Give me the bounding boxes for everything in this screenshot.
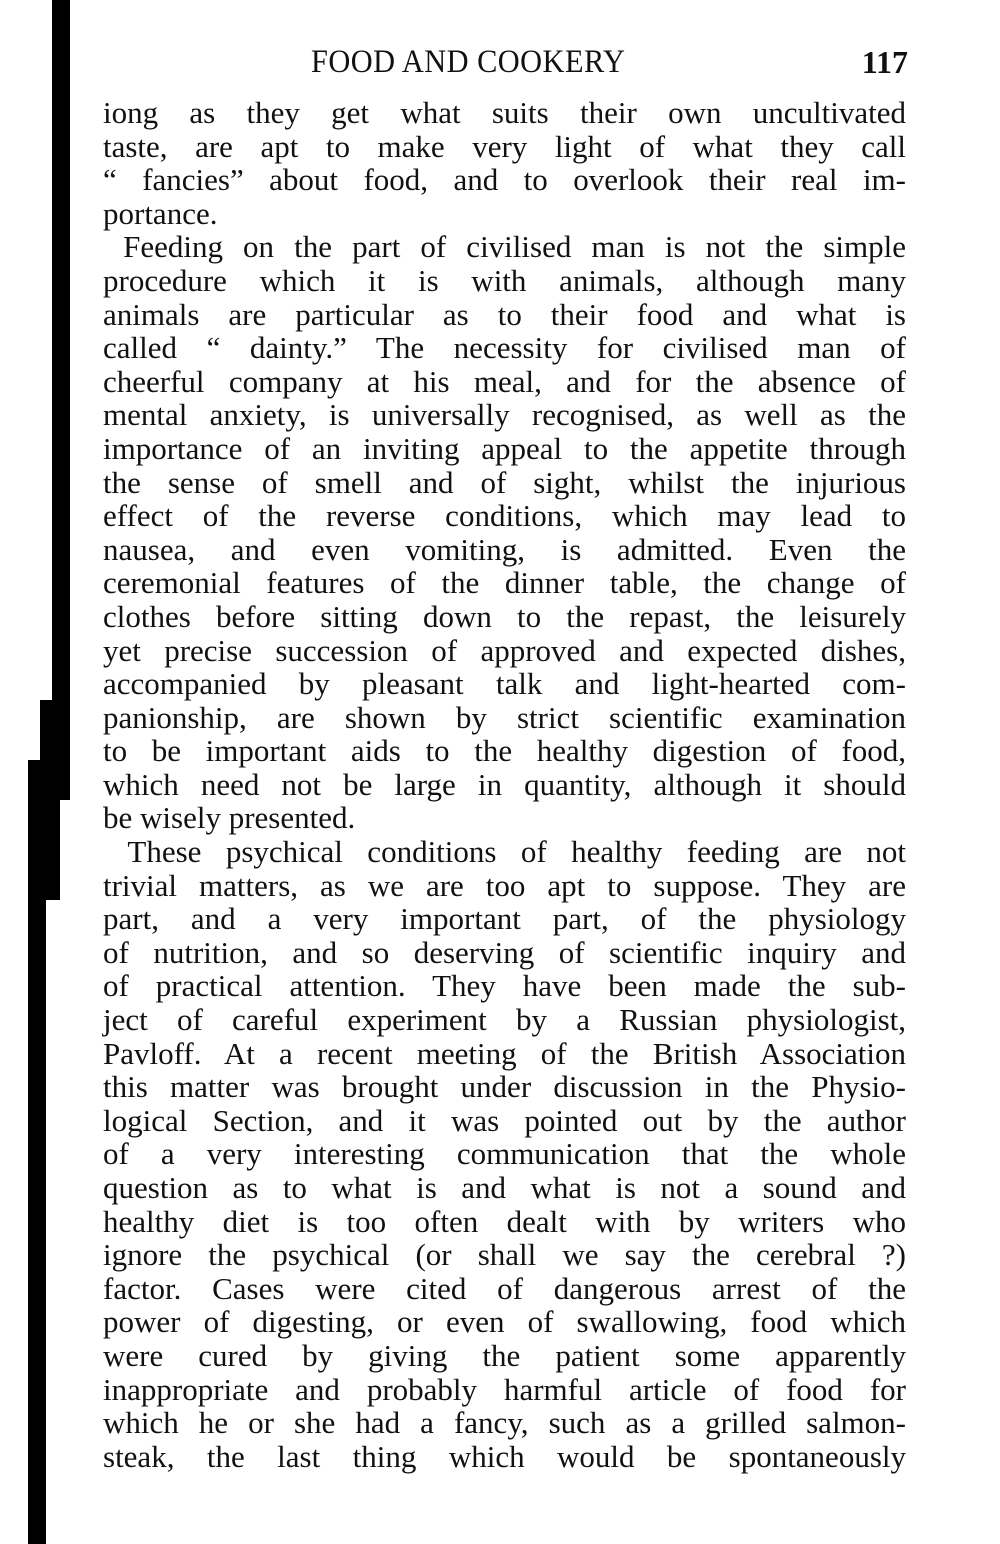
text-line: Feeding on the part of civilised man is not the simple	[103, 229, 906, 265]
body-text	[103, 96, 906, 1473]
scan-binding-edge	[52, 0, 70, 800]
text-line: of practical attention. They have been made the sub-	[103, 968, 906, 1004]
text-line: ignore the psychical (or shall we say the cerebral ?)	[103, 1237, 906, 1273]
text-line: ject of careful experiment by a Russian physiologist,	[103, 1002, 906, 1038]
text-line: portance.	[103, 195, 218, 231]
paragraph	[103, 230, 906, 835]
text-line: panionship, are shown by strict scientific examination	[103, 699, 906, 735]
text-line: which need not be large in quantity, although it should	[103, 766, 906, 802]
running-title: FOOD AND COOKERY	[311, 44, 626, 80]
text-line: Pavloff. At a recent meeting of the British Association	[103, 1035, 906, 1071]
text-line: this matter was brought under discussion in the Physio-	[103, 1069, 906, 1105]
text-line: animals are particular as to their food and what is	[103, 296, 906, 332]
text-line: steak, the last thing which would be spontaneously	[103, 1438, 906, 1474]
text-line: These psychical conditions of healthy feeding are not	[103, 834, 906, 870]
text-line: yet precise succession of approved and expected dishes,	[103, 632, 906, 668]
text-line: trivial matters, as we are too apt to suppose. They are	[103, 867, 906, 903]
text-line: question as to what is and what is not a sound and	[103, 1170, 906, 1205]
text-line: cheerful company at his meal, and for the absence of	[103, 363, 906, 399]
text-line: which he or she had a fancy, such as a grilled salmon-	[103, 1405, 906, 1441]
text-line: of nutrition, and so deserving of scientific inquiry and	[103, 934, 906, 970]
text-line: mental anxiety, is universally recognised, as well as the	[103, 397, 906, 433]
text-line: healthy diet is too often dealt with by writers who	[103, 1203, 906, 1239]
text-line: be wisely presented.	[103, 800, 356, 836]
text-line: of a very interesting communication that the whole	[103, 1136, 906, 1172]
text-line: logical Section, and it was pointed out by the author	[103, 1102, 906, 1138]
text-line: ceremonial features of the dinner table, the change of	[103, 565, 906, 601]
scan-binding-edge	[28, 760, 46, 1544]
text-line: importance of an inviting appeal to the appetite through	[103, 430, 906, 466]
text-line: procedure which it is with animals, although many	[103, 262, 906, 298]
text-line: factor. Cases were cited of dangerous arrest of the	[103, 1270, 906, 1306]
text-line: effect of the reverse conditions, which may lead to	[103, 498, 906, 534]
text-line: to be important aids to the healthy digestion of food,	[103, 733, 906, 769]
text-line: taste, are apt to make very light of what they call	[103, 128, 906, 164]
text-line: called “ dainty.” The necessity for civilised man of	[103, 330, 906, 366]
text-line: were cured by giving the patient some apparently	[103, 1337, 906, 1373]
text-line: accompanied by pleasant talk and light-hearted com-	[103, 666, 906, 702]
text-line: power of digesting, or even of swallowing, food which	[103, 1304, 906, 1340]
text-line: part, and a very important part, of the physiology	[103, 901, 906, 937]
text-line: iong as they get what suits their own uncultivated	[103, 95, 906, 130]
text-line: “ fancies” about food, and to overlook their real im-	[103, 162, 906, 198]
text-line: the sense of smell and of sight, whilst the injurious	[103, 464, 906, 500]
text-line: nausea, and even vomiting, is admitted. Even the	[103, 531, 906, 567]
paragraph	[103, 835, 906, 1473]
paragraph	[103, 96, 906, 230]
text-line: inappropriate and probably harmful article of food for	[103, 1371, 906, 1407]
page-header	[103, 38, 908, 84]
page-number: 117	[861, 44, 908, 80]
text-line: clothes before sitting down to the repast, the leisurely	[103, 598, 906, 634]
